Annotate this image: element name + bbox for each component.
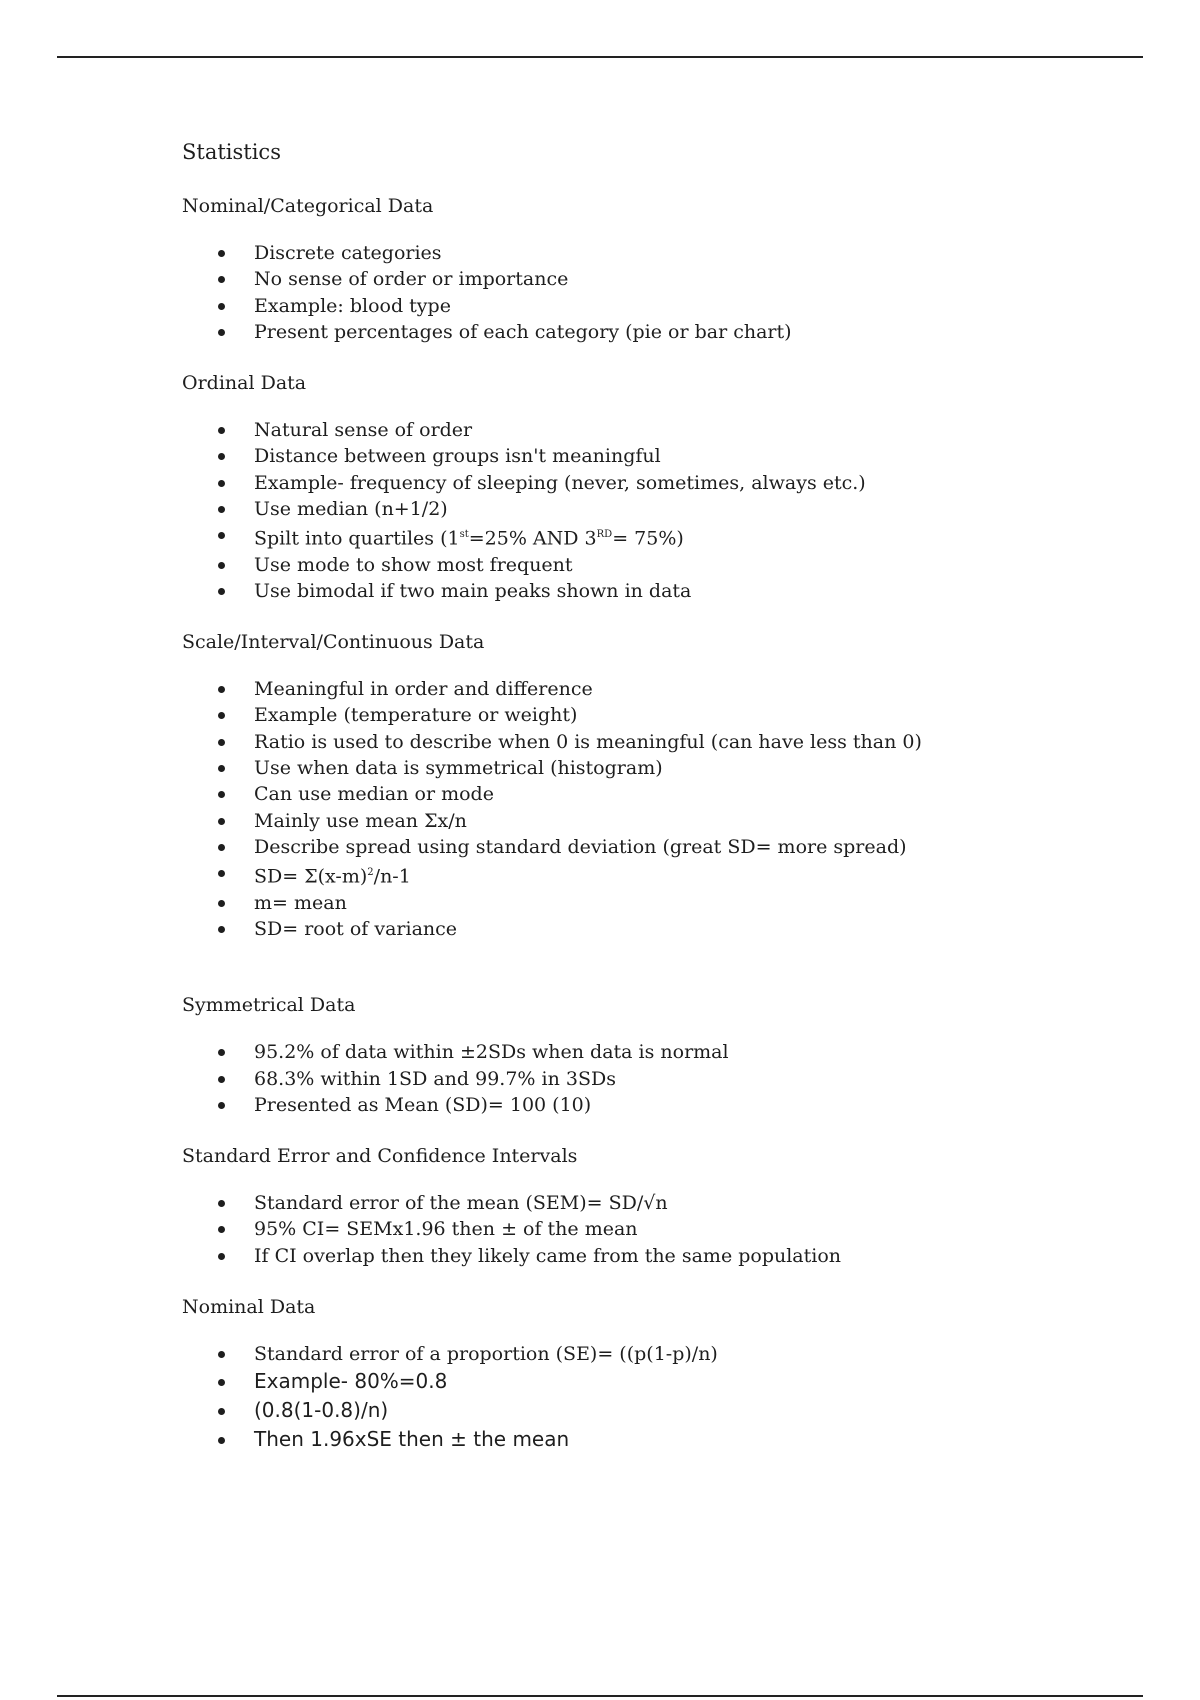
list-item-quartiles: Spilt into quartiles (1st=25% AND 3RD= 75%) [182,522,1082,552]
list-item: SD= root of variance [182,916,1082,942]
bullet-icon [218,686,225,693]
document-body [182,140,1082,1454]
bullet-icon [218,870,225,877]
list-item: Use when data is symmetrical (histogram) [182,755,1082,781]
bullet-icon [218,844,225,851]
bullet-list-scale [182,676,1082,942]
list-item: Present percentages of each category (pie or bar chart) [182,319,1082,345]
list-item: Then 1.96xSE then ± the mean [182,1425,1082,1454]
list-item: Example- 80%=0.8 [182,1367,1082,1396]
list-item: Discrete categories [182,240,1082,266]
list-item: Natural sense of order [182,417,1082,443]
list-item: 68.3% within 1SD and 99.7% in 3SDs [182,1066,1082,1092]
section-heading-scale: Scale/Interval/Continuous Data [182,631,485,654]
bullet-icon [218,427,225,434]
spacer [182,942,1082,994]
page-title: Statistics [182,140,281,164]
bullet-icon [218,765,225,772]
bullet-icon [218,818,225,825]
list-item: Presented as Mean (SD)= 100 (10) [182,1092,1082,1118]
bullet-icon [218,303,225,310]
bullet-list-symmetrical [182,1039,1082,1118]
list-item: (0.8(1-0.8)/n) [182,1396,1082,1425]
list-item: m= mean [182,890,1082,916]
bullet-icon [218,1200,225,1207]
bullet-icon [218,480,225,487]
bullet-icon [218,1351,225,1358]
bullet-icon [218,532,225,539]
bullet-icon [218,1102,225,1109]
list-item: 95% CI= SEMx1.96 then ± of the mean [182,1216,1082,1242]
bullet-icon [218,276,225,283]
list-item: Mainly use mean Σx/n [182,808,1082,834]
bullet-icon [218,1379,225,1386]
list-item: Example- frequency of sleeping (never, sometimes, always etc.) [182,470,1082,496]
section-heading-ordinal: Ordinal Data [182,372,307,395]
top-rule [57,56,1143,58]
list-item: Can use median or mode [182,781,1082,807]
bullet-list-ordinal [182,417,1082,604]
list-item: Distance between groups isn't meaningful [182,443,1082,469]
list-item: Use median (n+1/2) [182,496,1082,522]
bullet-icon [218,506,225,513]
bullet-icon [218,562,225,569]
bullet-icon [218,588,225,595]
list-item: No sense of order or importance [182,266,1082,292]
list-item: Example (temperature or weight) [182,702,1082,728]
bullet-list-nominal-categorical [182,240,1082,345]
list-item: Example: blood type [182,293,1082,319]
bullet-icon [218,329,225,336]
bullet-icon [218,739,225,746]
list-item: Standard error of the mean (SEM)= SD/√n [182,1190,1082,1216]
bullet-icon [218,250,225,257]
bullet-list-nominal-continued [182,1367,1082,1454]
bottom-rule [57,1695,1143,1697]
bullet-icon [218,712,225,719]
section-heading-nominal: Nominal Data [182,1295,316,1318]
section-heading-nominal-categorical: Nominal/Categorical Data [182,195,434,218]
bullet-icon [218,1076,225,1083]
list-item: Use mode to show most frequent [182,552,1082,578]
list-item: Use bimodal if two main peaks shown in data [182,578,1082,604]
section-heading-symmetrical: Symmetrical Data [182,994,356,1017]
list-item: Standard error of a proportion (SE)= ((p(1-p)/n) [182,1341,1082,1367]
list-item: Ratio is used to describe when 0 is meaningful (can have less than 0) [182,729,1082,755]
bullet-icon [218,1226,225,1233]
bullet-icon [218,1253,225,1260]
bullet-list-standard-error [182,1190,1082,1269]
bullet-icon [218,453,225,460]
bullet-icon [218,926,225,933]
list-item: Describe spread using standard deviation (great SD= more spread) [182,834,1082,860]
bullet-icon [218,1049,225,1056]
list-item-sd-formula: $SD= \Sigma(x-m)^2/n-1$ [182,860,1082,890]
list-item: Meaningful in order and difference [182,676,1082,702]
bullet-list-nominal [182,1341,1082,1367]
list-item: If CI overlap then they likely came from the same population [182,1243,1082,1269]
bullet-icon [218,1408,225,1415]
bullet-icon [218,791,225,798]
section-heading-standard-error: Standard Error and Confidence Intervals [182,1145,578,1168]
list-item: 95.2% of data within ±2SDs when data is normal [182,1039,1082,1065]
bullet-icon [218,900,225,907]
bullet-icon [218,1437,225,1444]
